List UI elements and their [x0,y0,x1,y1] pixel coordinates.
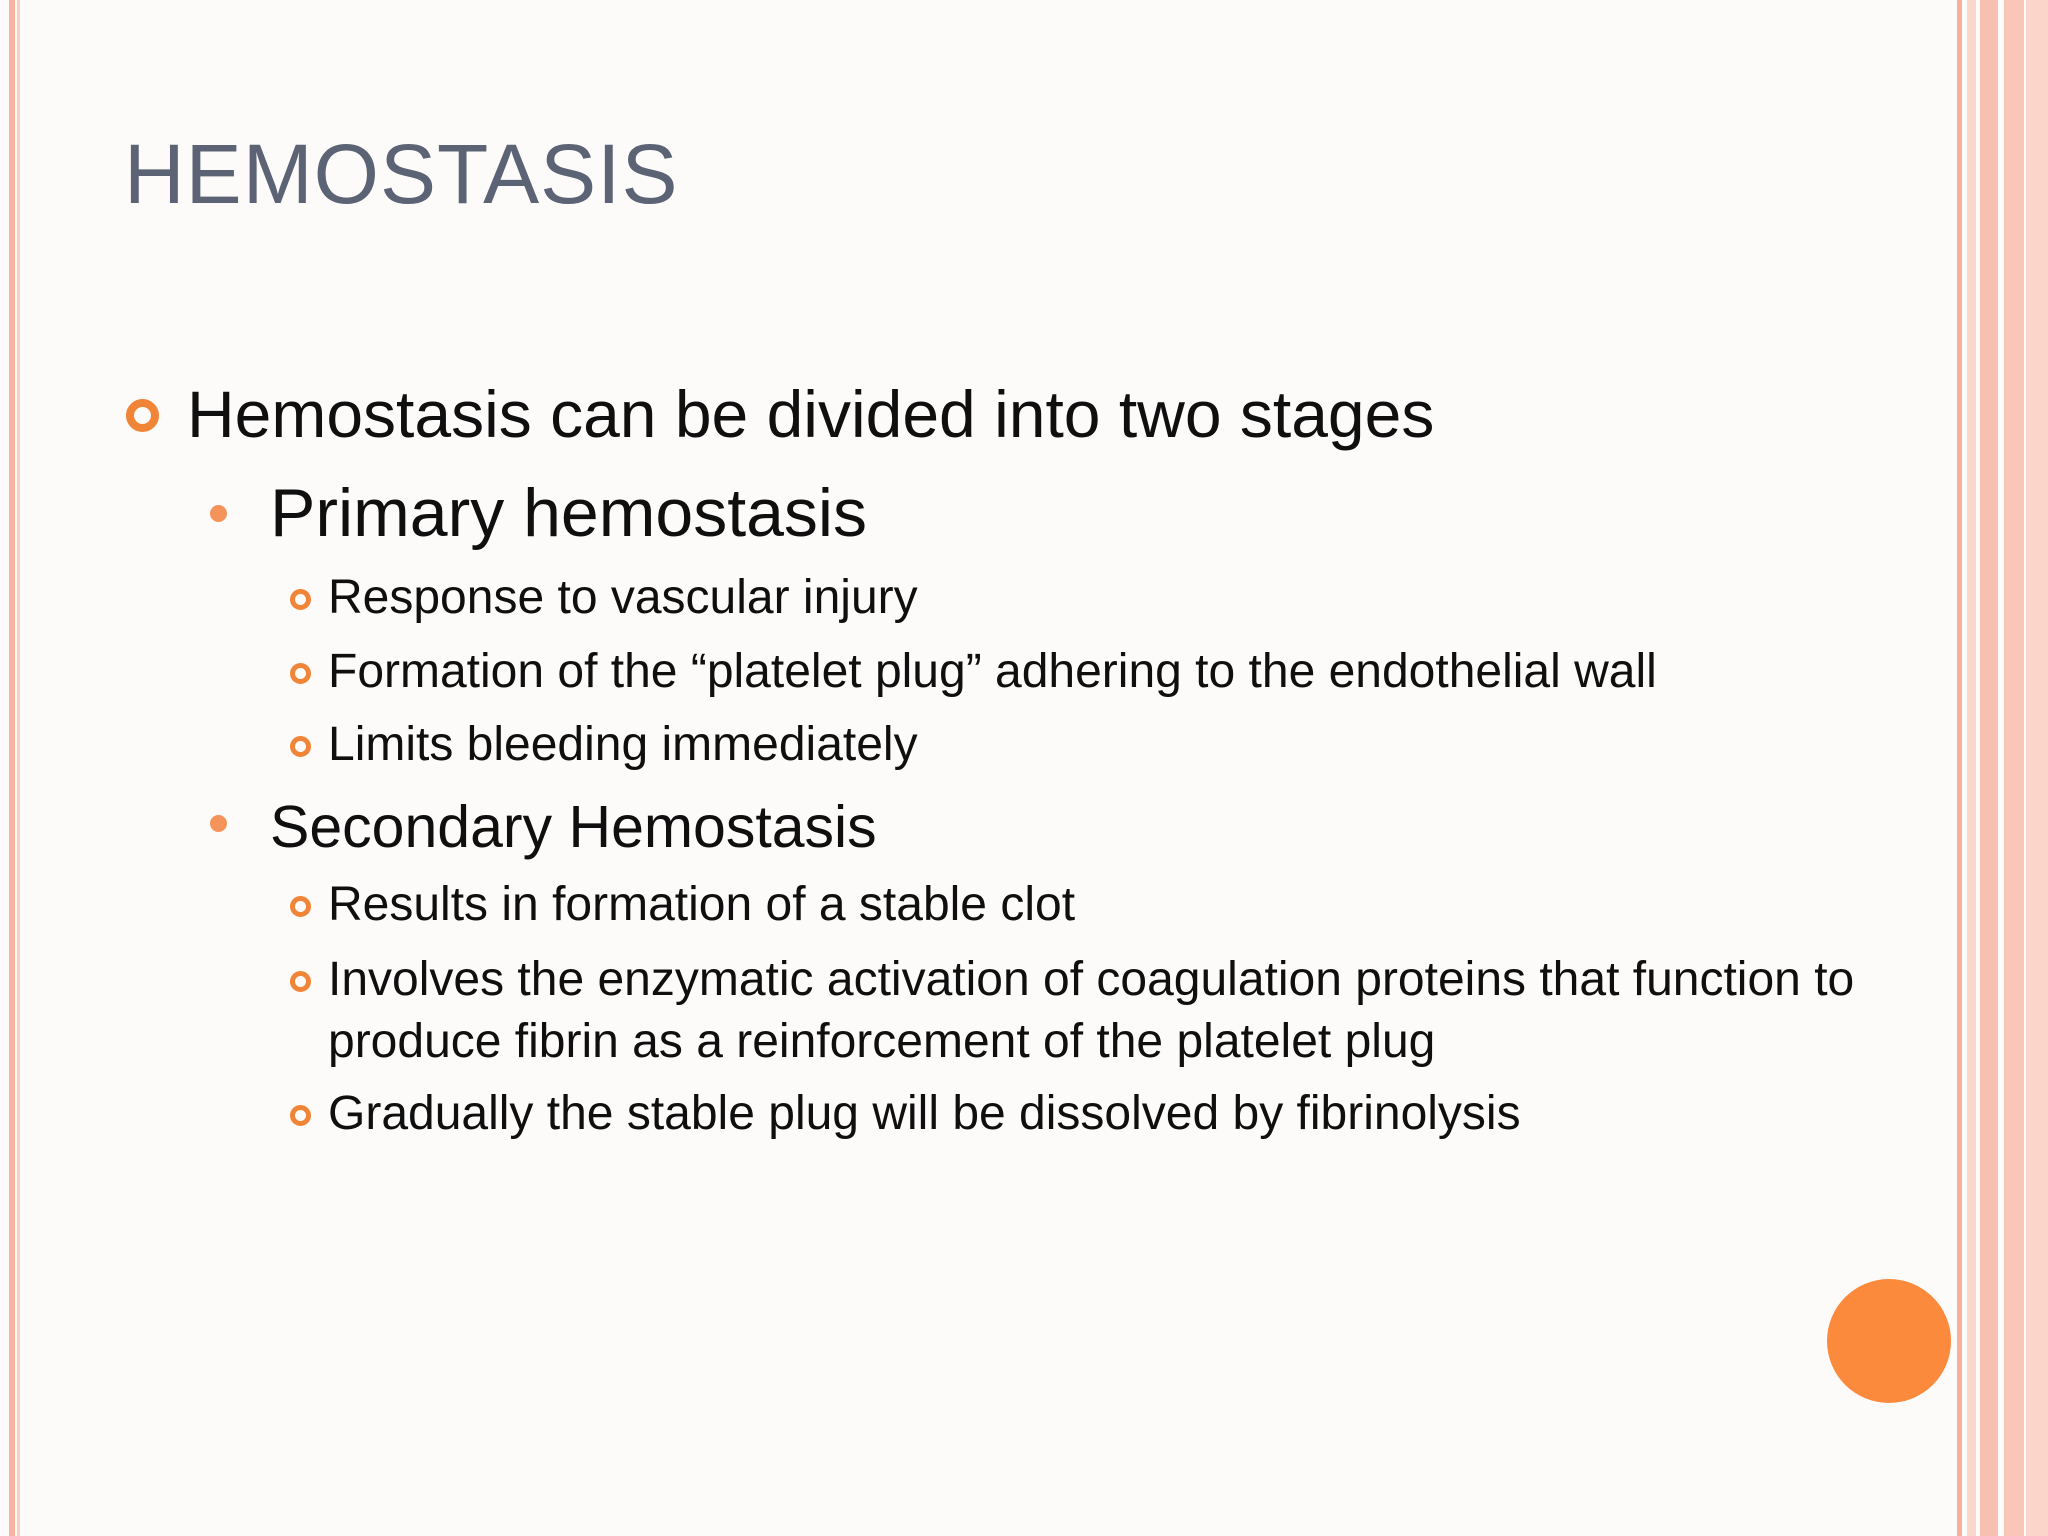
dot-bullet-icon [210,505,227,522]
left-border-stripe-inner [17,0,20,1536]
ring-bullet-icon [126,399,159,432]
bullet-text: Results in formation of a stable clot [328,878,1076,931]
left-border-stripe [9,0,15,1536]
dot-bullet-icon [210,815,227,832]
bullet-text: Involves the enzymatic activation of coagulation proteins that function to produce fibrin as a reinforcement of the platelet plug [328,953,1855,1068]
bullet-text: Primary hemostasis [270,475,868,551]
ring-bullet-icon [290,896,311,917]
right-border-stripe-1 [1957,0,1962,1536]
right-border-stripe-4 [2004,0,2024,1536]
right-border-gap [2000,0,2002,1536]
bullet-primary-item [290,567,918,629]
slide-title: HEMOSTASIS [124,127,679,221]
orange-circle-decoration [1827,1279,1951,1403]
bullet-text: Secondary Hemostasis [270,794,877,860]
bullet-text: Limits bleeding immediately [328,718,918,771]
bullet-text: Formation of the “platelet plug” adhering to the endothelial wall [328,645,1657,698]
bullet-primary-hemostasis [210,473,867,553]
ring-bullet-icon [290,971,311,992]
ring-bullet-icon [290,663,311,684]
right-border-stripe-3 [1980,0,1998,1536]
bullet-text: Response to vascular injury [328,571,918,624]
ring-bullet-icon [290,1105,311,1126]
bullet-secondary-item [290,1083,1521,1145]
right-border-stripe-5 [2026,0,2048,1536]
ring-bullet-icon [290,736,311,757]
bullet-primary-item [290,641,1657,703]
bullet-secondary-hemostasis [210,787,877,867]
bullet-primary-item [290,714,918,776]
bullet-level1 [126,376,1434,452]
bullet-text: Hemostasis can be divided into two stages [187,377,1435,451]
right-border-stripe-2 [1967,0,1976,1536]
ring-bullet-icon [290,589,311,610]
bullet-secondary-item [290,874,1075,936]
bullet-secondary-item [290,949,1948,1073]
bullet-text: Gradually the stable plug will be dissolved by fibrinolysis [328,1087,1521,1140]
